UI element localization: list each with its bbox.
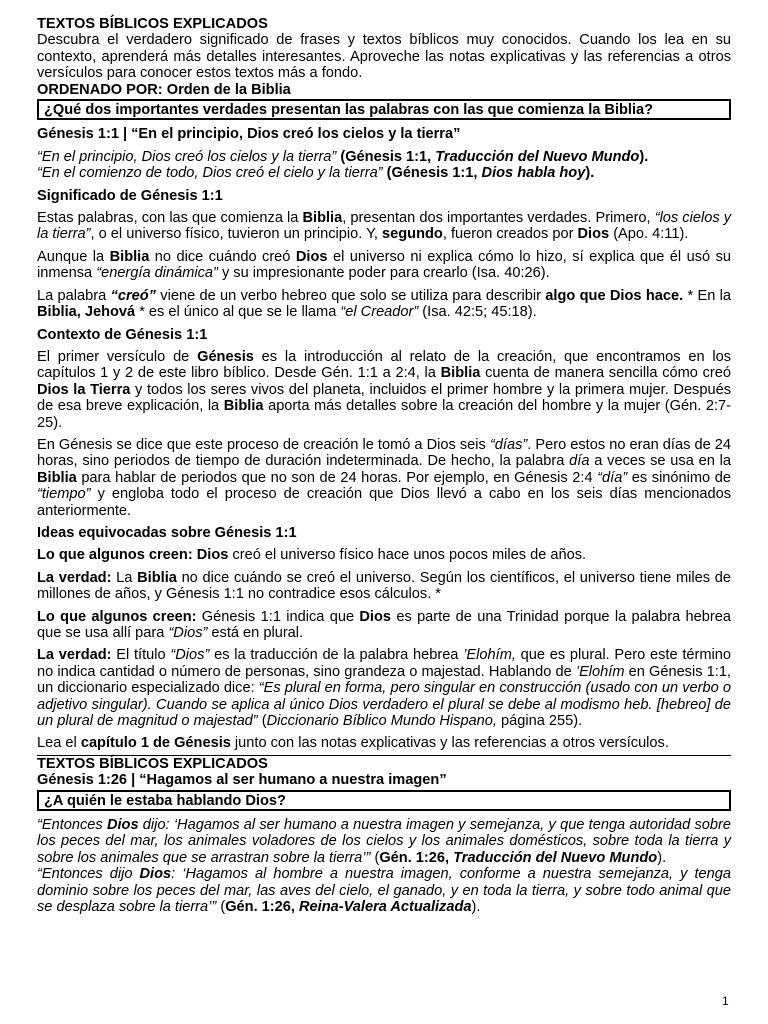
question-box-1: ¿Qué dos importantes verdades presentan las palabras con las que comienza la Biblia? bbox=[37, 99, 731, 120]
meaning-heading: Significado de Génesis 1:1 bbox=[37, 187, 223, 204]
section-heading-genesis-1-1: Génesis 1:1 | “En el principio, Dios creó los cielos y la tierra” bbox=[37, 126, 461, 143]
document-title: TEXTOS BÍBLICOS EXPLICADOS bbox=[37, 16, 268, 32]
context-heading: Contexto de Génesis 1:1 bbox=[37, 326, 208, 343]
truth-1: La verdad: La Biblia no dice cuándo se creó el universo. Según los científicos, el universo tiene miles de millones de años, y Génesis 1:1 no contradice esos cálculos. * bbox=[37, 569, 731, 603]
read-more-line: Lea el capítulo 1 de Génesis junto con las notas explicativas y las referencias a otros versículos. bbox=[37, 735, 669, 752]
question-box-2: ¿A quién le estaba hablando Dios? bbox=[37, 790, 731, 811]
document-page bbox=[37, 16, 731, 916]
section-heading-genesis-1-26: Génesis 1:26 | “Hagamos al ser humano a nuestra imagen” bbox=[37, 772, 447, 789]
document-title-2: TEXTOS BÍBLICOS EXPLICADOS bbox=[37, 755, 268, 772]
truth-2: La verdad: El título “Dios” es la traducción de la palabra hebrea ’Elohím, que es plural. Pero este término no indica cantidad o número de personas, sino grandeza o majestad. Hablando de ’Elohím en Génesis 1:1, un diccionario especializado dice: “Es plural en forma, pero singular en construcción (usado con un verbo o adjetivo singular). Cuando se aplica al único Dios verdadero el plural se debe al modismo heb. [hebreo] de un plural de magnitud o majestad” (Diccionario Bíblico Mundo Hispano, página 255). bbox=[37, 647, 732, 730]
belief-2: Lo que algunos creen: Génesis 1:1 indica que Dios es parte de una Trinidad porque la palabra hebrea que se usa allí para “Dios” está en plural. bbox=[37, 608, 731, 641]
belief-1: Lo que algunos creen: Dios creó el universo físico hace unos pocos miles de años. bbox=[37, 547, 587, 564]
meaning-paragraph-1: Estas palabras, con las que comienza la Biblia, presentan dos importantes verdades. Primero, “los cielos y la tierra”, o el universo físico, tuvieron un principio. Y, segundo, fueron creados por Dios (Apo. 4:11). bbox=[37, 210, 731, 243]
context-paragraph-1: El primer versículo de Génesis es la introducción al relato de la creación, que encontramos en los capítulos 1 y 2 de este libro bíblico. Desde Gén. 1:1 a 2:4, la Biblia cuenta de manera sencilla cómo creó Dios la Tierra y todos los seres vivos del planeta, incluidos el primer hombre y la primera mujer. Después de esa breve explicación, la Biblia aporta más detalles sobre la creación del hombre y la mujer (Gén. 2:7-25). bbox=[37, 348, 732, 431]
intro-paragraph: Descubra el verdadero significado de frases y textos bíblicos muy conocidos. Cuando los lea en su contexto, aprenderá más detalles interesantes. Aproveche las notas explicativas y las referencias a otros versículos para conocer estos textos más a fondo. bbox=[37, 32, 731, 82]
meaning-paragraph-2: Aunque la Biblia no dice cuándo creó Dios el universo ni explica cómo lo hizo, sí explica que él usó su inmensa “energía dinámica” y su impresionante poder para crearlo (Isa. 40:26). bbox=[37, 248, 731, 282]
page-number: 1 bbox=[722, 994, 729, 1008]
context-paragraph-2: En Génesis se dice que este proceso de creación le tomó a Dios seis “días”. Pero estos no eran días de 24 horas, sino periodos de tiempo de duración indeterminada. De hecho, la palabra día a veces se usa en la Biblia para hablar de periodos que no son de 24 horas. Por ejemplo, en Génesis 2:4 “día” es sinónimo de “tiempo” y engloba todo el proceso de creación que Dios llevó a cabo en los seis días mencionados anteriormente. bbox=[37, 436, 732, 519]
meaning-paragraph-3: La palabra “creó” viene de un verbo hebreo que solo se utiliza para describir algo que Dios hace. * En la Biblia, Jehová * es el único al que se le llama “el Creador” (Isa. 42:5; 45:18). bbox=[37, 287, 731, 321]
quote-gen-1-26-rva: “Entonces dijo Dios: ‘Hagamos al hombre a nuestra imagen, conforme a nuestra semejanza, y tenga dominio sobre los peces del mar, las aves del cielo, el ganado, y en toda la tierra, y sobre todo animal que se desplaza sobre la tierra’” (Gén. 1:26, Reina-Valera Actualizada). bbox=[37, 866, 731, 916]
ideas-heading: Ideas equivocadas sobre Génesis 1:1 bbox=[37, 524, 297, 541]
ordered-by-line: ORDENADO POR: Orden de la Biblia bbox=[37, 81, 291, 98]
quote-gen-1-26-tnm: “Entonces Dios dijo: ‘Hagamos al ser humano a nuestra imagen y semejanza, y que tenga autoridad sobre los peces del mar, los animales voladores de los cielos y los animales domésticos, sobre toda la tierra y sobre los animales que se arrastran sobre la tierra’” (Gén. 1:26, Traducción del Nuevo Mundo). bbox=[37, 817, 732, 866]
quote-dhh: “En el comienzo de todo, Dios creó el cielo y la tierra” (Génesis 1:1, Dios habla hoy). bbox=[37, 165, 595, 182]
quote-tnm: “En el principio, Dios creó los cielos y la tierra” (Génesis 1:1, Traducción del Nuevo Mundo). bbox=[37, 148, 649, 165]
